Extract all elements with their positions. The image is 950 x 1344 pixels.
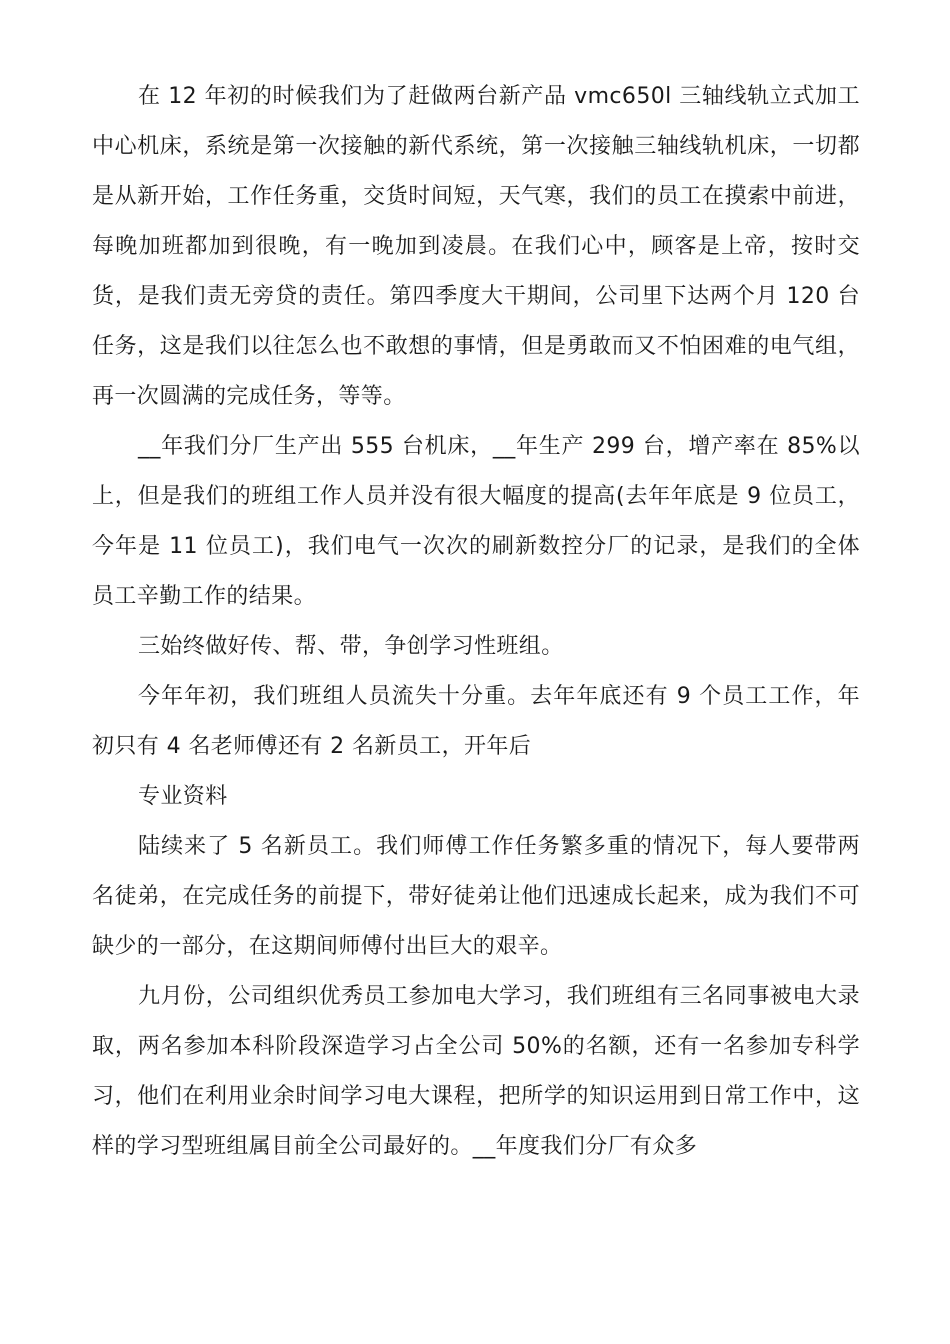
page-break-label: 专业资料	[138, 784, 228, 809]
paragraph-production-output: __年我们分厂生产出 555 台机床，__年生产 299 台，增产率在 85%以上，但是我们的班组工作人员并没有很大幅度的提高(去年年底是 9 位员工，今年是 11 位员工)，我们电气一次次的刷新数控分厂的记录，是我们的全体员工辛勤工作的结果。	[92, 434, 860, 609]
section-heading-learning-team: 三始终做好传、帮、带，争创学习性班组。	[138, 634, 564, 659]
paragraph-new-employees: 陆续来了 5 名新员工。我们师傅工作任务繁多重的情况下，每人要带两名徒弟，在完成任务的前提下，带好徒弟让他们迅速成长起来，成为我们不可缺少的一部分，在这期间师傅付出巨大的艰辛。	[92, 834, 860, 959]
paragraph-staff-turnover: 今年年初，我们班组人员流失十分重。去年年底还有 9 个员工工作，年初只有 4 名老师傅还有 2 名新员工，开年后	[92, 684, 860, 759]
document-body	[92, 72, 860, 1172]
paragraph-university-study: 九月份，公司组织优秀员工参加电大学习，我们班组有三名同事被电大录取，两名参加本科阶段深造学习占全公司 50%的名额，还有一名参加专科学习，他们在利用业余时间学习电大课程，把所学的知识运用到日常工作中，这样的学习型班组属目前全公司最好的。__年度我们分厂有众多	[92, 984, 860, 1159]
paragraph-new-product: 在 12 年初的时候我们为了赶做两台新产品 vmc650l 三轴线轨立式加工中心机床，系统是第一次接触的新代系统，第一次接触三轴线轨机床，一切都是从新开始，工作任务重，交货时间短，天气寒，我们的员工在摸索中前进，每晚加班都加到很晚，有一晚加到凌晨。在我们心中，顾客是上帝，按时交货，是我们责无旁贷的责任。第四季度大干期间，公司里下达两个月 120 台任务，这是我们以往怎么也不敢想的事情，但是勇敢而又不怕困难的电气组，再一次圆满的完成任务，等等。	[92, 84, 860, 409]
